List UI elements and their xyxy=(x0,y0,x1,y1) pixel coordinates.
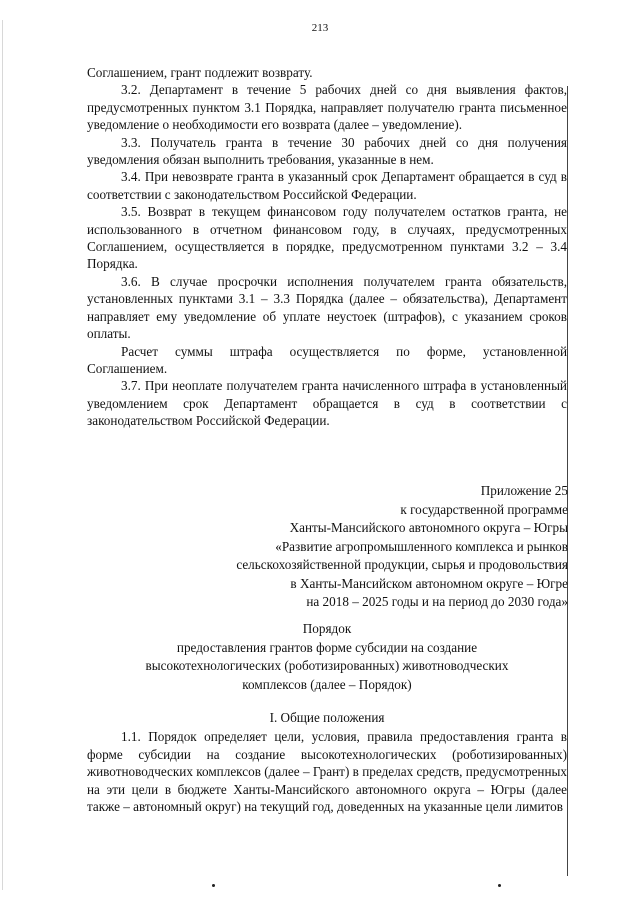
order-subtitle-line: предоставления грантов форме субсидии на создание xyxy=(176,639,478,655)
appendix-line: Приложение 25 xyxy=(480,483,568,498)
order-subtitle-line: высокотехнологических (роботизированных) животноводческих xyxy=(145,658,509,673)
paragraph: Расчет суммы штрафа осуществляется по форме, установленной Соглашением. xyxy=(87,343,567,376)
section-3-text xyxy=(87,64,567,430)
paragraph: 3.6. В случае просрочки исполнения получателем гранта обязательств, установленных пунктами 3.1 – 3.3 Порядка (далее – обязательства), Департамент направляет ему уведомление об уплате неустоек (штрафов), с указанием сроков оплаты. xyxy=(87,273,567,342)
appendix-line: «Развитие агропромышленного комплекса и рынков xyxy=(275,538,568,554)
order-subtitle-line: комплексов (далее – Порядок) xyxy=(242,676,412,692)
scan-dot xyxy=(498,884,501,887)
paragraph: 3.4. При невозврате гранта в указанный срок Департамент обращается в суд в соответствии с законодательством Российской Федерации. xyxy=(87,169,567,202)
paragraph: Соглашением, грант подлежит возврату. xyxy=(87,65,313,80)
scan-edge-right xyxy=(567,86,568,876)
order-title: Порядок xyxy=(302,621,352,636)
paragraph: 1.1. Порядок определяет цели, условия, правила предоставления гранта в форме субсидии на создание высокотехнологических (роботизированных) животноводческих комплексов (далее – Грант) в пределах средств, предусмотренных на эти цели в бюджете Ханты-Мансийского автономного округа – Югры (далее также – автономный округ) на текущий год, доведенных на указанные цели лимитов xyxy=(87,729,567,815)
section-1-text xyxy=(87,728,567,816)
paragraph: 3.3. Получатель гранта в течение 30 рабочих дней со дня получения уведомления обязан выполнить требования, указанные в нем. xyxy=(87,134,567,168)
paragraph: 3.5. Возврат в текущем финансовом году получателем остатков гранта, не использованного в отчетном финансовом году, в случаях, предусмотренных Соглашением, осуществляется в порядке, предусмотренном пунктами 3.2 – 3.4 Порядка. xyxy=(87,204,567,272)
appendix-line: на 2018 – 2025 годы и на период до 2030 года» xyxy=(306,594,568,609)
appendix-line: Ханты-Мансийского автономного округа – Югры xyxy=(289,520,568,535)
appendix-line: сельскохозяйственной продукции, сырья и продовольствия xyxy=(236,557,568,572)
appendix-line: к государственной программе xyxy=(400,501,568,517)
order-title-block xyxy=(87,620,567,694)
appendix-line: в Ханты-Мансийском автономном округе – Югре xyxy=(290,575,568,591)
appendix-heading xyxy=(236,482,568,612)
page-number: 213 xyxy=(311,22,329,34)
paragraph: 3.7. При неоплате получателем гранта начисленного штрафа в установленный уведомлением срок Департамент обращается в суд в соответствии с законодательством Российской Федерации. xyxy=(87,378,567,429)
scan-edge-left xyxy=(2,20,3,890)
paragraph: 3.2. Департамент в течение 5 рабочих дней со дня выявления фактов, предусмотренных пунктом 3.1 Порядка, направляет получателю гранта письменное уведомление о необходимости его возврата (далее – уведомление). xyxy=(87,82,567,133)
scan-dot xyxy=(212,884,215,887)
section-title: I. Общие положения xyxy=(269,710,385,725)
